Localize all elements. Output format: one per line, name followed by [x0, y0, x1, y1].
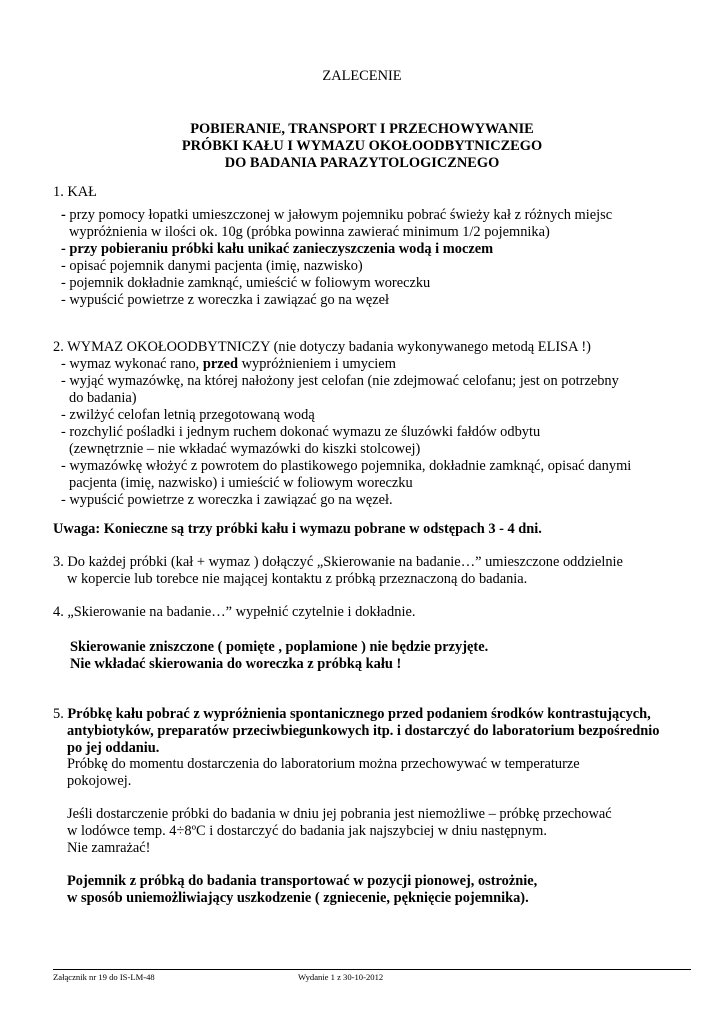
warning-note: Uwaga: Konieczne są trzy próbki kału i wymazu pobrane w odstępach 3 - 4 dni. — [53, 521, 542, 537]
section-2-item-5: - wymazówkę włożyć z powrotem do plastikowego pojemnika, dokładnie zamknąć, opisać danymi — [61, 458, 632, 474]
section-4-bold-2: Nie wkładać skierowania do woreczka z próbką kału ! — [70, 656, 402, 672]
section-5-bold-2: antybiotyków, preparatów przeciwbiegunkowych itp. i dostarczyć do laboratorium bezpośrednio — [67, 723, 660, 739]
section-2-item-1 — [61, 356, 396, 373]
footer-edition: Wydanie 1 z 30-10-2012 — [298, 972, 384, 982]
section-2-item-1-post: wypróżnieniem i umyciem — [238, 356, 396, 372]
document-title: ZALECENIE — [322, 68, 402, 84]
section-5-bold-1: Próbkę kału pobrać z wypróżnienia spontanicznego przed podaniem środków kontrastujących, — [67, 706, 651, 722]
section-2-item-2-cont: do badania) — [69, 390, 137, 406]
section-1-item-2: - przy pobieraniu próbki kału unikać zanieczyszczenia wodą i moczem — [61, 241, 494, 257]
section-2-item-4: - rozchylić pośladki i jednym ruchem dokonać wymazu ze śluzówki fałdów odbytu — [61, 424, 541, 440]
section-2-item-1-pre: - wymaz wykonać rano, — [61, 356, 203, 372]
section-4-line-1: 4. „Skierowanie na badanie…” wypełnić czytelnie i dokładnie. — [53, 604, 416, 620]
section-5-final-1: Pojemnik z próbką do badania transportować w pozycji pionowej, ostrożnie, — [67, 873, 538, 889]
section-2-item-6: - wypuścić powietrze z woreczka i zawiązać go na węzeł. — [61, 492, 393, 508]
section-5-number: 5. — [53, 706, 68, 722]
section-1-title: 1. KAŁ — [53, 184, 97, 200]
footer-attachment: Załącznik nr 19 do IS-LM-48 — [53, 972, 155, 982]
section-2-item-1-bold: przed — [202, 356, 239, 372]
section-1-item-1 — [61, 207, 612, 224]
section-3-line-1: 3. Do każdej próbki (kał + wymaz ) dołączyć „Skierowanie na badanie…” umieszczone oddzielnie — [53, 554, 623, 570]
section-1-item-1-text: przy pomocy łopatki umieszczonej w jałowym pojemniku pobrać świeży kał z różnych miejsc — [65, 207, 613, 223]
section-5-para-1a: Próbkę do momentu dostarczenia do laboratorium można przechowywać w temperaturze — [67, 756, 580, 772]
section-1-item-3: - opisać pojemnik danymi pacjenta (imię, nazwisko) — [61, 258, 363, 274]
section-2-item-2: - wyjąć wymazówkę, na której nałożony jest celofan (nie zdejmować celofanu; jest on potrzebny — [61, 373, 619, 389]
section-2-item-5-cont: pacjenta (imię, nazwisko) i umieścić w foliowym woreczku — [69, 475, 413, 491]
section-1-item-5: - wypuścić powietrze z woreczka i zawiązać go na węzeł — [61, 292, 390, 308]
section-2-item-3: - zwilżyć celofan letnią przegotowaną wodą — [61, 407, 315, 423]
section-5-para-2a: Jeśli dostarczenie próbki do badania w dniu jej pobrania jest niemożliwe – próbkę przechować — [67, 806, 612, 822]
section-1-item-1-cont: wypróżnienia w ilości ok. 10g (próbka powinna zawierać minimum 1/2 pojemnika) — [69, 224, 550, 240]
section-5-line-1 — [53, 706, 651, 723]
heading-line-1: POBIERANIE, TRANSPORT I PRZECHOWYWANIE — [190, 121, 534, 137]
section-5-para-1b: pokojowej. — [67, 773, 132, 789]
section-1-item-4: - pojemnik dokładnie zamknąć, umieścić w foliowym woreczku — [61, 275, 431, 291]
section-5-final-2: w sposób uniemożliwiający uszkodzenie ( zgniecenie, pęknięcie pojemnika). — [67, 890, 529, 906]
section-5-bold-3: po jej oddaniu. — [67, 740, 160, 756]
section-4-bold-1: Skierowanie zniszczone ( pomięte , poplamione ) nie będzie przyjęte. — [70, 639, 489, 655]
section-5-para-2c: Nie zamrażać! — [67, 840, 151, 856]
section-5-para-2b: w lodówce temp. 4÷8ºC i dostarczyć do badania jak najszybciej w dniu następnym. — [67, 823, 547, 839]
heading-line-2: PRÓBKI KAŁU I WYMAZU OKOŁOODBYTNICZEGO — [181, 138, 543, 154]
heading-line-3: DO BADANIA PARAZYTOLOGICZNEGO — [224, 155, 500, 171]
section-2-title: 2. WYMAZ OKOŁOODBYTNICZY (nie dotyczy badania wykonywanego metodą ELISA !) — [53, 339, 591, 355]
footer-divider — [53, 969, 691, 970]
section-1-item-1-dash: - — [61, 207, 66, 223]
section-3-line-2: w kopercie lub torebce nie mającej kontaktu z próbką przeznaczoną do badania. — [67, 571, 528, 587]
section-2-item-4-cont: (zewnętrznie – nie wkładać wymazówki do kiszki stolcowej) — [69, 441, 421, 457]
